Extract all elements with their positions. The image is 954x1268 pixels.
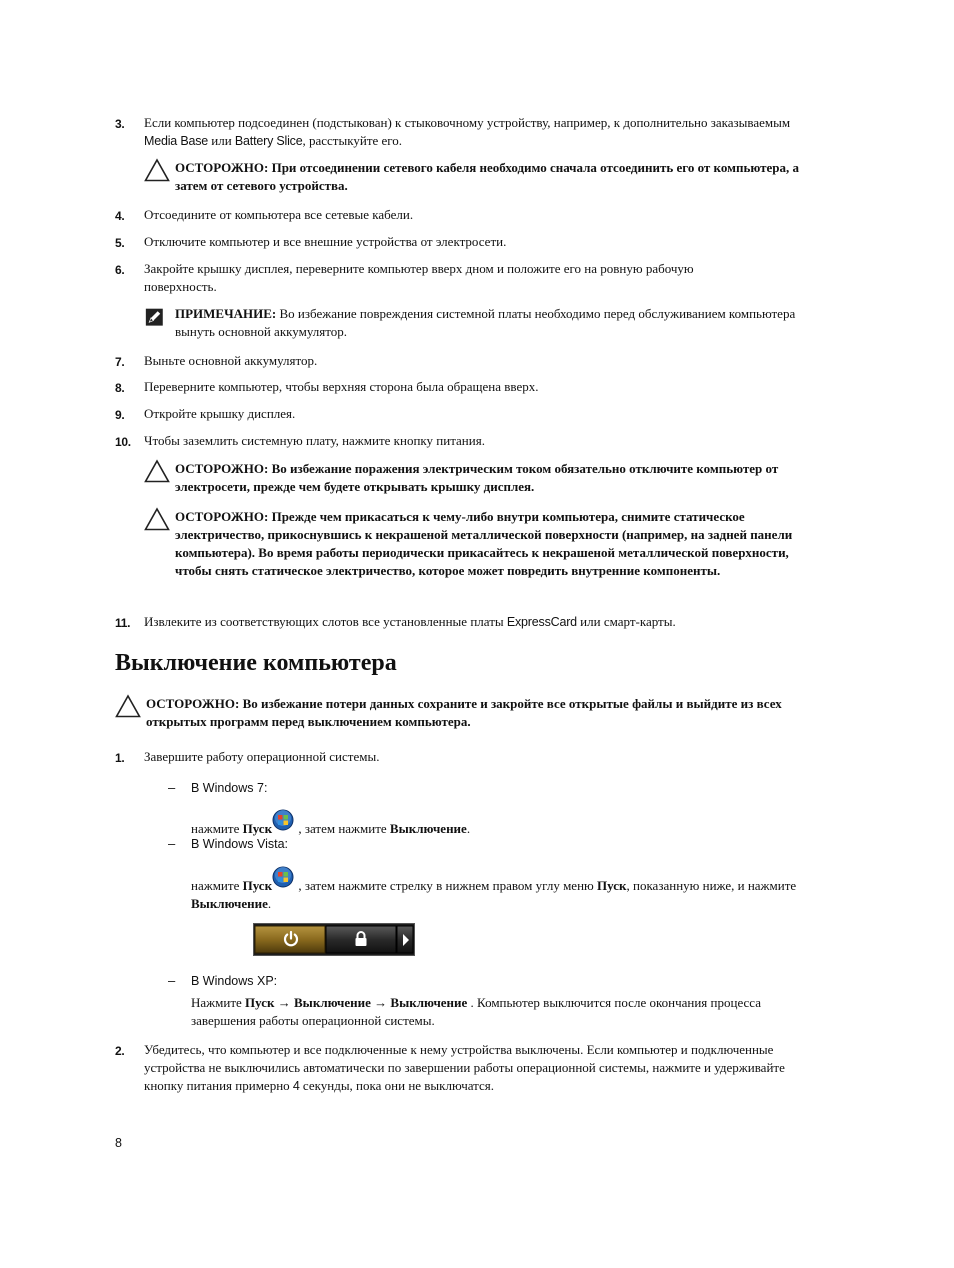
shutdown-label: Выключение bbox=[191, 896, 268, 911]
vista-shutdown-bar-graphic bbox=[254, 924, 414, 955]
step-text-part: , расстыкуйте его. bbox=[302, 133, 403, 148]
vista-shutdown-bar bbox=[253, 923, 415, 956]
caution-label: ОСТОРОЖНО: bbox=[175, 160, 269, 175]
caution-text: Во избежание поражения электрическим током обязательно отключите компьютер от электросети, прежде чем будете открывать крышку дисплея. bbox=[175, 461, 779, 494]
caution-label: ОСТОРОЖНО: bbox=[175, 509, 269, 524]
step-text bbox=[144, 114, 814, 150]
note-callout bbox=[175, 305, 815, 341]
step-text: Отключите компьютер и все внешние устройства от электросети. bbox=[144, 234, 507, 249]
caution-callout bbox=[175, 159, 815, 195]
step-number: 9. bbox=[115, 408, 125, 422]
caution-label: ОСТОРОЖНО: bbox=[146, 696, 240, 711]
caution-text: При отсоединении сетевого кабеля необходимо сначала отсоединить его от компьютера, а затем от сетевого устройства. bbox=[175, 160, 799, 193]
start-label: Пуск bbox=[242, 878, 273, 893]
note-pencil-icon bbox=[145, 307, 167, 329]
instruction-text bbox=[191, 866, 806, 913]
windows-start-orb-icon bbox=[272, 809, 294, 831]
caution-triangle-icon bbox=[144, 507, 170, 531]
product-name: Battery Slice bbox=[234, 134, 303, 148]
instruction-part: нажмите bbox=[191, 878, 243, 893]
start-label: Пуск bbox=[242, 821, 273, 836]
instruction-part: , затем нажмите bbox=[295, 821, 390, 836]
arrow-right-icon[interactable] bbox=[401, 933, 411, 947]
step-text-number: 4 bbox=[292, 1079, 300, 1093]
step-number: 10. bbox=[115, 435, 131, 449]
start-label: Пуск bbox=[597, 878, 627, 893]
list-dash: – bbox=[168, 973, 176, 988]
caution-triangle-icon bbox=[144, 459, 170, 483]
step-text-part: Убедитесь, что компьютер и все подключенные к нему устройства выключены. Если компьютер и подключенные устройства не выключились автоматически по завершении работы операционной системы, нажмите и удерживайте кнопку питания примерно bbox=[144, 1042, 785, 1093]
product-name: ExpressCard bbox=[506, 615, 577, 629]
windows-start-orb-icon bbox=[272, 866, 294, 888]
step-number: 11. bbox=[115, 616, 131, 630]
caution-text: Во избежание потери данных сохраните и закройте все открытые файлы и выйдите из всех открытых программ перед выключением компьютера. bbox=[146, 696, 782, 729]
caution-callout bbox=[175, 508, 815, 580]
step-text-part: или смарт-карты. bbox=[576, 614, 676, 629]
instruction-text bbox=[191, 809, 811, 838]
power-icon bbox=[282, 930, 300, 948]
lock-icon bbox=[352, 930, 370, 948]
instruction-part: Нажмите bbox=[191, 995, 246, 1010]
instruction-text bbox=[191, 994, 781, 1030]
step-text: Завершите работу операционной системы. bbox=[144, 749, 380, 764]
step-text bbox=[144, 1041, 809, 1095]
step-text: Чтобы заземлить системную плату, нажмите кнопку питания. bbox=[144, 433, 485, 448]
caution-text: Прежде чем прикасаться к чему-либо внутри компьютера, снимите статическое электричество, прикоснувшись к некрашеной металлической поверхности (например, на задней панели компьютера). Во время работы периодически прикасайтесь к некрашеной металлической поверхности, чтобы снять статическое электричество, которое может повредить внутренние компоненты. bbox=[175, 509, 793, 578]
step-number: 2. bbox=[115, 1044, 125, 1058]
instruction-part: нажмите bbox=[191, 821, 243, 836]
step-text: Откройте крышку дисплея. bbox=[144, 406, 296, 421]
product-name: Media Base bbox=[144, 134, 209, 148]
step-text: Выньте основной аккумулятор. bbox=[144, 353, 318, 368]
step-text-part: Если компьютер подсоединен (подстыкован) к стыковочному устройству, например, к дополнительно заказываемым bbox=[144, 115, 791, 130]
step-number: 5. bbox=[115, 236, 125, 250]
step-number: 3. bbox=[115, 117, 125, 131]
step-text: Закройте крышку дисплея, переверните компьютер вверх дном и положите его на ровную рабочую поверхность. bbox=[144, 261, 694, 294]
caution-label: ОСТОРОЖНО: bbox=[175, 461, 269, 476]
step-text-part: секунды, пока они не выключатся. bbox=[299, 1078, 494, 1093]
os-label: В Windows Vista: bbox=[191, 837, 289, 851]
os-label: В Windows 7: bbox=[191, 781, 268, 795]
instruction-part: , показанную ниже, и нажмите bbox=[626, 878, 797, 893]
step-text-part: или bbox=[208, 133, 235, 148]
list-dash: – bbox=[168, 780, 176, 795]
caution-callout bbox=[175, 460, 815, 496]
step-number: 1. bbox=[115, 751, 125, 765]
note-label: ПРИМЕЧАНИЕ: bbox=[175, 306, 277, 321]
menu-path: Пуск → Выключение → Выключение bbox=[245, 995, 468, 1010]
step-number: 8. bbox=[115, 381, 125, 395]
step-number: 4. bbox=[115, 209, 125, 223]
step-text bbox=[144, 613, 814, 631]
instruction-part: . Компьютер выключится после окончания процесса завершения работы операционной системы. bbox=[191, 995, 762, 1028]
shutdown-label: Выключение bbox=[389, 821, 467, 836]
step-text: Отсоедините от компьютера все сетевые кабели. bbox=[144, 207, 414, 222]
step-text-part: Извлеките из соответствующих слотов все установленные платы bbox=[144, 614, 507, 629]
list-dash: – bbox=[168, 836, 176, 851]
step-number: 6. bbox=[115, 263, 125, 277]
step-text: Переверните компьютер, чтобы верхняя сторона была обращена вверх. bbox=[144, 379, 539, 394]
instruction-part: , затем нажмите стрелку в нижнем правом углу меню bbox=[295, 878, 597, 893]
step-number: 7. bbox=[115, 355, 125, 369]
caution-callout bbox=[146, 695, 806, 731]
caution-triangle-icon bbox=[115, 694, 141, 718]
note-text: Во избежание повреждения системной платы необходимо перед обслуживанием компьютера вынуть основной аккумулятор. bbox=[175, 306, 796, 339]
caution-triangle-icon bbox=[144, 158, 170, 182]
page-number: 8 bbox=[115, 1136, 122, 1150]
os-label: В Windows XP: bbox=[191, 974, 278, 988]
instruction-part: . bbox=[466, 821, 471, 836]
section-title: Выключение компьютера bbox=[115, 650, 397, 676]
instruction-part: . bbox=[267, 896, 272, 911]
